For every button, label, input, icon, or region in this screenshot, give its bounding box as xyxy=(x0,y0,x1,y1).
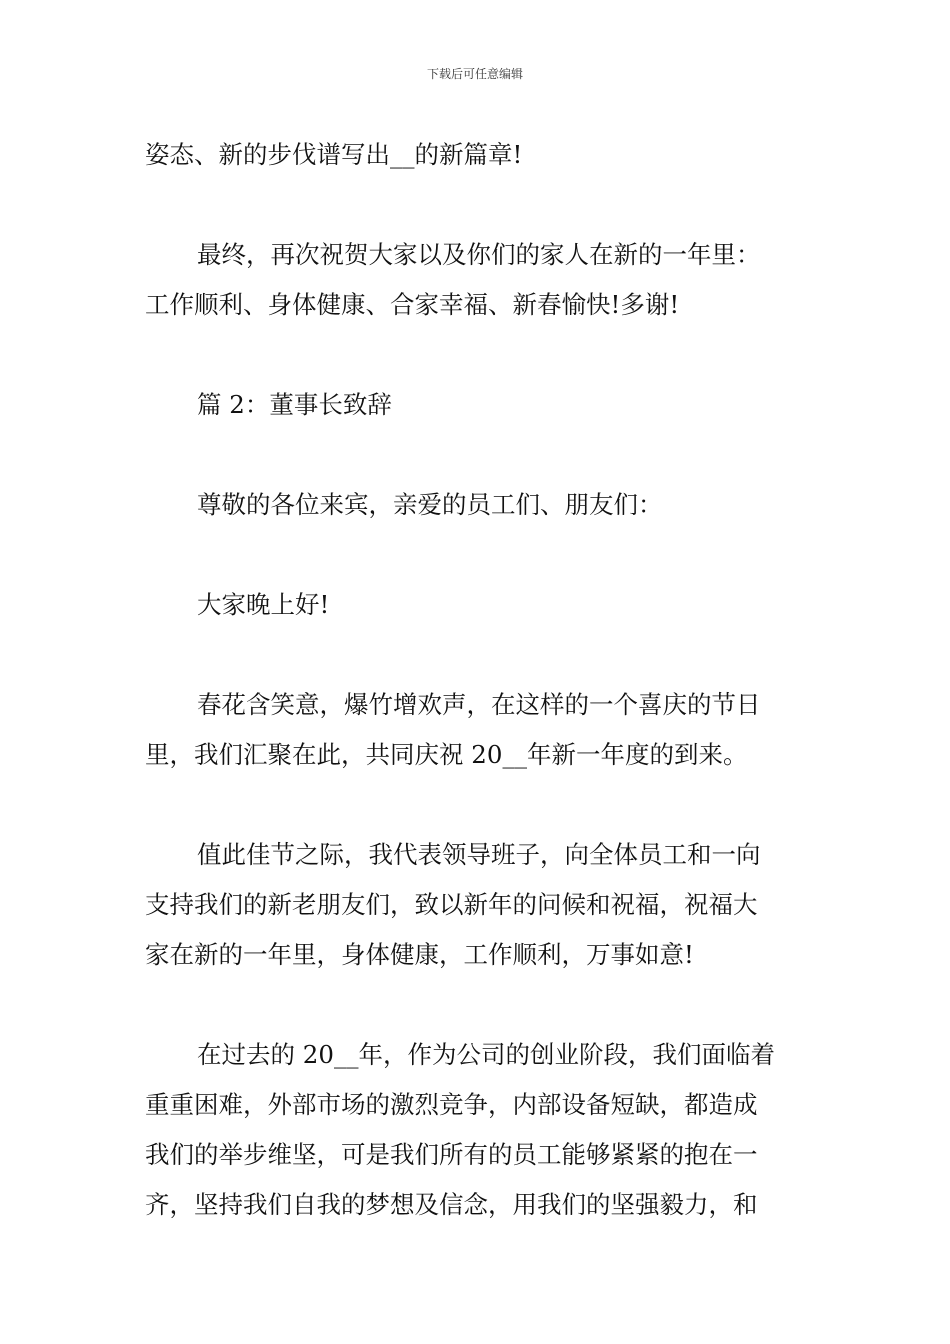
paragraph-line: 尊敬的各位来宾，亲爱的员工们、朋友们： xyxy=(197,490,663,519)
paragraph-line: 在过去的 20__年，作为公司的创业阶段，我们面临着 xyxy=(197,1040,775,1069)
paragraph-salutation xyxy=(145,480,810,530)
paragraph-line: 值此佳节之际，我代表领导班子，向全体员工和一向 xyxy=(197,840,761,869)
paragraph-line: 重重困难，外部市场的激烈竞争，内部设备短缺，都造成 xyxy=(145,1090,758,1119)
paragraph-line: 支持我们的新老朋友们，致以新年的问候和祝福，祝福大 xyxy=(145,890,758,919)
paragraph-closing-wishes xyxy=(145,230,810,330)
paragraph-line: 姿态、新的步伐谱写出__的新篇章! xyxy=(145,140,523,169)
paragraph-line: 我们的举步维坚，可是我们所有的员工能够紧紧的抱在一 xyxy=(145,1140,758,1169)
paragraph-line: 大家晚上好! xyxy=(197,590,330,619)
paragraph-line: 家在新的一年里，身体健康，工作顺利，万事如意! xyxy=(145,940,694,969)
paragraph-line: 里，我们汇聚在此，共同庆祝 20__年新一年度的到来。 xyxy=(145,740,748,769)
paragraph-continuation xyxy=(145,130,810,180)
paragraph-line: 春花含笑意，爆竹增欢声，在这样的一个喜庆的节日 xyxy=(197,690,761,719)
document-body xyxy=(145,130,810,1280)
paragraph-line: 最终，再次祝贺大家以及你们的家人在新的一年里： xyxy=(197,240,761,269)
paragraph-blessing xyxy=(145,830,810,980)
paragraph-festival xyxy=(145,680,810,780)
paragraph-line: 工作顺利、身体健康、合家幸福、新春愉快!多谢! xyxy=(145,290,680,319)
paragraph-line: 齐，坚持我们自我的梦想及信念，用我们的坚强毅力，和 xyxy=(145,1190,758,1219)
section-title: 篇 2：董事长致辞 xyxy=(197,390,392,419)
paragraph-greeting xyxy=(145,580,810,630)
page-header: 下载后可任意编辑 xyxy=(426,67,523,81)
section-heading xyxy=(145,380,810,430)
paragraph-past-year xyxy=(145,1030,810,1230)
